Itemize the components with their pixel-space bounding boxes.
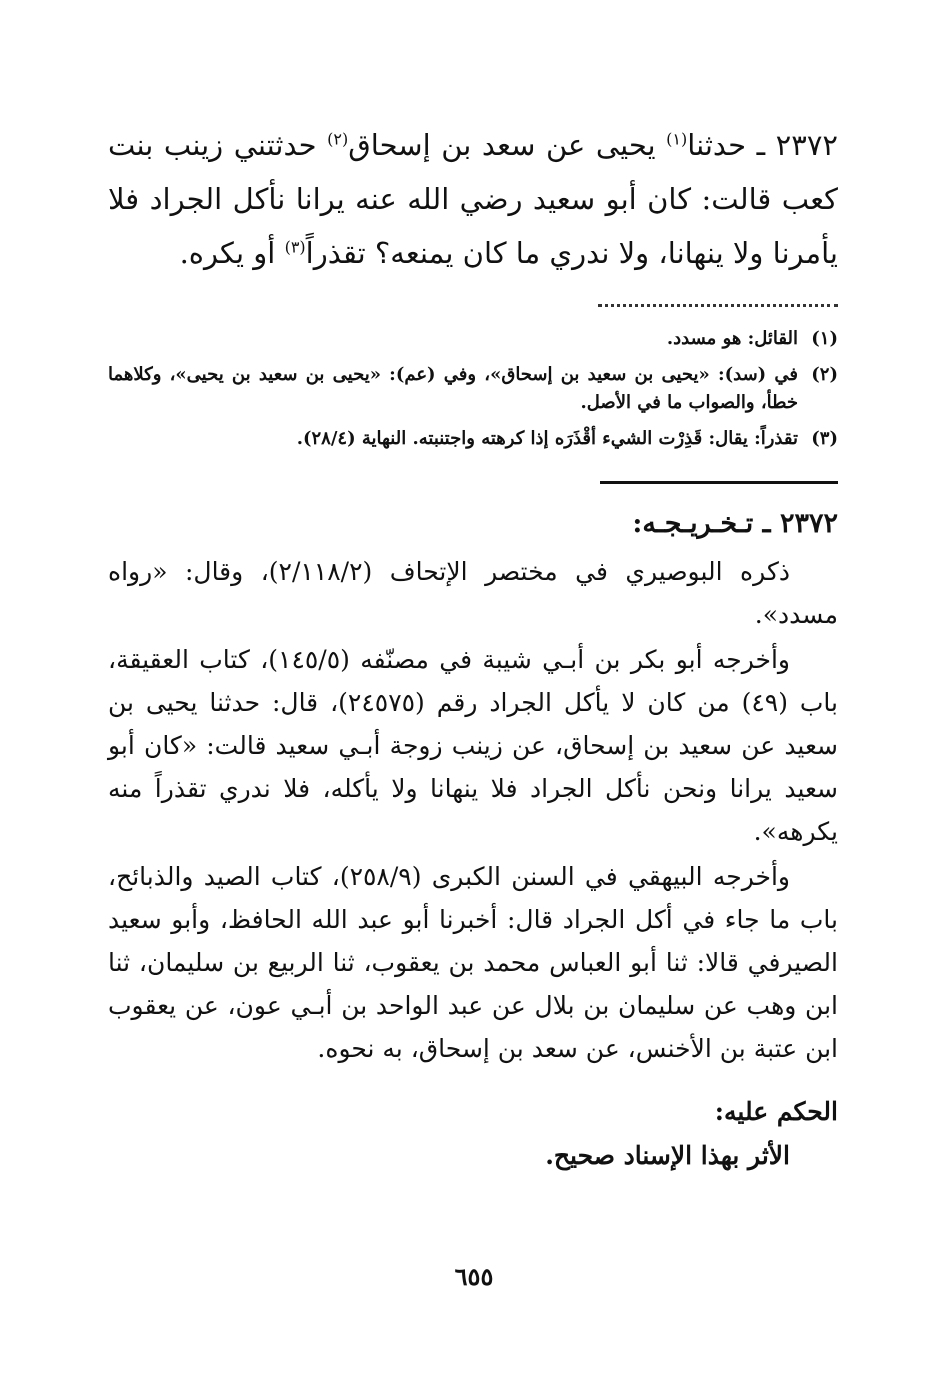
footnote-text: تقذراً: يقال: قَذِرْت الشيء أقْذَرَه إذا كرهته واجتنبته. النهاية (٢٨/٤). (296, 428, 798, 449)
takhrij-paragraph-3: وأخرجه البيهقي في السنن الكبرى (٢٥٨/٩)، كتاب الصيد والذبائح، باب ما جاء في أكل الجراد قال: أخبرنا أبو عبد الله الحافظ، وأبو سعيد الصيرفي قالا: ثنا أبو العباس محمد بن يعقوب، ثنا الربيع بن سليمان، ثنا ابن وهب عن سليمان بن بلال عن عبد الواحد بن أبـي عون، عن يعقوب ابن عتبة بن الأخنس، عن سعد بن إسحاق، به نحوه. (108, 862, 838, 1063)
takhrij-heading: ٢٣٧٢ ـ تـخـريـجـه: (632, 508, 838, 539)
footnote-number: (١) (811, 328, 838, 349)
footnote-2 (108, 361, 838, 417)
footnote-number: (٣) (811, 428, 838, 449)
takhrij-paragraph-1: ذكره البوصيري في مختصر الإتحاف (٢/١١٨/٢)، وقال: «رواه مسدد». (108, 557, 838, 629)
footnotes (108, 325, 838, 453)
footnote-separator (598, 294, 838, 307)
footnote-ref-1[interactable]: (١) (666, 129, 688, 149)
footnote-ref-3[interactable]: (٣) (284, 237, 306, 257)
footnote-text: في (سد): «يحيى بن سعيد بن إسحاق»، وفي (عم): «يحيى بن سعيد بن يحيى»، وكلاهما خطأ، والصواب ما في الأصل. (108, 364, 798, 413)
hadith-part-4: أو يكره. (179, 236, 285, 270)
page-number: ٦٥٥ (454, 1262, 494, 1291)
footnote-3 (108, 425, 838, 453)
ruling-heading: الحكم عليه: (714, 1097, 838, 1126)
ruling-text: الأثر بهذا الإسناد صحيح. (545, 1141, 790, 1170)
footnote-text: القائل: هو مسدد. (666, 328, 798, 349)
footnote-1 (108, 325, 838, 353)
hadith-part-3: حدثتني زينب بنت كعب قالت: كان أبو سعيد رضي الله عنه يرانا نأكل الجراد فلا يأمرنا ولا ينهانا، ولا ندري ما كان يمنعه؟ تقذراً (108, 128, 838, 270)
hadith-part-1: ٢٣٧٢ ـ حدثنا (687, 128, 838, 162)
section-divider (600, 481, 838, 484)
hadith-text (108, 118, 838, 280)
page-body (108, 118, 838, 1176)
hadith-part-2: يحيى عن سعد بن إسحاق (348, 128, 667, 162)
footnote-ref-2[interactable]: (٢) (327, 129, 349, 149)
takhrij-paragraph-2: وأخرجه أبو بكر بن أبـي شيبة في مصنّفه (١٤٥/٥)، كتاب العقيقة، باب (٤٩) من كان لا يأكل الجراد رقم (٢٤٥٧٥)، قال: حدثنا يحيى بن سعيد عن سعيد بن إسحاق، عن زينب زوجة أبـي سعيد قالت: «كان أبو سعيد يرانا ونحن نأكل الجراد فلا ينهانا ولا يأكله، فلا ندري تقذراً منه يكرهه». (108, 645, 839, 846)
footnote-number: (٢) (811, 364, 838, 385)
